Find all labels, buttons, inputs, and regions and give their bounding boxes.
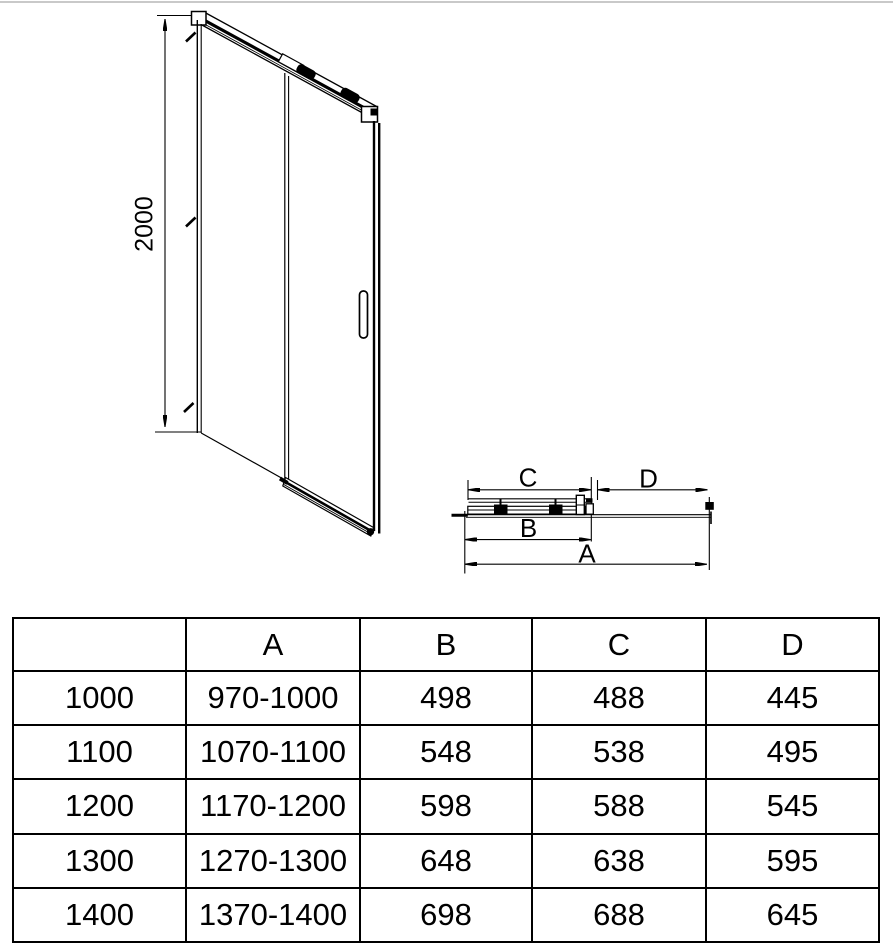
table-row	[13, 671, 879, 725]
col-header-size	[13, 618, 186, 671]
value-cell-a: 1270-1300	[186, 834, 360, 888]
plan-roller-icon	[550, 505, 563, 514]
col-header-c: C	[532, 618, 706, 671]
dim-a-label: A	[578, 538, 596, 569]
col-header-a: A	[186, 618, 360, 671]
size-cell: 1000	[13, 671, 186, 725]
dim-d-label: D	[639, 463, 658, 494]
value-cell-c: 688	[532, 888, 706, 942]
table-row	[13, 834, 879, 888]
table-row	[13, 888, 879, 942]
rail-cap-detail	[371, 109, 377, 115]
value-cell-b: 648	[360, 834, 532, 888]
plan-rail-assembly	[452, 495, 714, 524]
table-row	[13, 779, 879, 833]
value-cell-d: 595	[706, 834, 879, 888]
front-view	[131, 12, 380, 537]
dim-b-label: B	[519, 513, 538, 543]
plan-view	[452, 463, 714, 574]
value-cell-d: 445	[706, 671, 879, 725]
table-header-row	[13, 618, 879, 671]
value-cell-a: 1370-1400	[186, 888, 360, 942]
value-cell-c: 638	[532, 834, 706, 888]
value-cell-d: 495	[706, 725, 879, 779]
bottom-rail-end-cap	[367, 528, 374, 535]
fixed-glass-panel	[184, 20, 285, 480]
size-cell: 1100	[13, 725, 186, 779]
value-cell-b: 698	[360, 888, 532, 942]
sliding-door-panel	[285, 73, 379, 534]
value-cell-c: 538	[532, 725, 706, 779]
wall-anchor-icon	[186, 218, 196, 227]
size-cell: 1300	[13, 834, 186, 888]
plan-end-profile	[586, 504, 593, 514]
plan-roller-icon	[495, 505, 508, 514]
col-header-b: B	[360, 618, 532, 671]
table-row	[13, 725, 879, 779]
value-cell-a: 970-1000	[186, 671, 360, 725]
value-cell-a: 1170-1200	[186, 779, 360, 833]
col-header-d: D	[706, 618, 879, 671]
door-handle	[360, 291, 368, 338]
size-cell: 1200	[13, 779, 186, 833]
bottom-rail-stripe	[285, 482, 373, 532]
size-cell: 1400	[13, 888, 186, 942]
value-cell-c: 488	[532, 671, 706, 725]
height-dimension-label: 2000	[130, 196, 159, 252]
value-cell-c: 588	[532, 779, 706, 833]
wall-anchor-icon	[186, 33, 196, 42]
bottom-rail-lower-edge	[284, 485, 372, 535]
value-cell-a: 1070-1100	[186, 725, 360, 779]
size-table	[12, 617, 880, 943]
dim-c-label: C	[518, 462, 538, 493]
bottom-rail	[280, 478, 374, 537]
wall-anchor-icon	[184, 403, 194, 412]
top-left-wall-bracket	[192, 12, 207, 26]
plan-bracket-detail	[587, 499, 593, 503]
value-cell-d: 645	[706, 888, 879, 942]
glass-bottom-edge	[201, 433, 285, 480]
size-table-container	[12, 617, 878, 943]
value-cell-d: 545	[706, 779, 879, 833]
value-cell-b: 598	[360, 779, 532, 833]
value-cell-b: 498	[360, 671, 532, 725]
value-cell-b: 548	[360, 725, 532, 779]
